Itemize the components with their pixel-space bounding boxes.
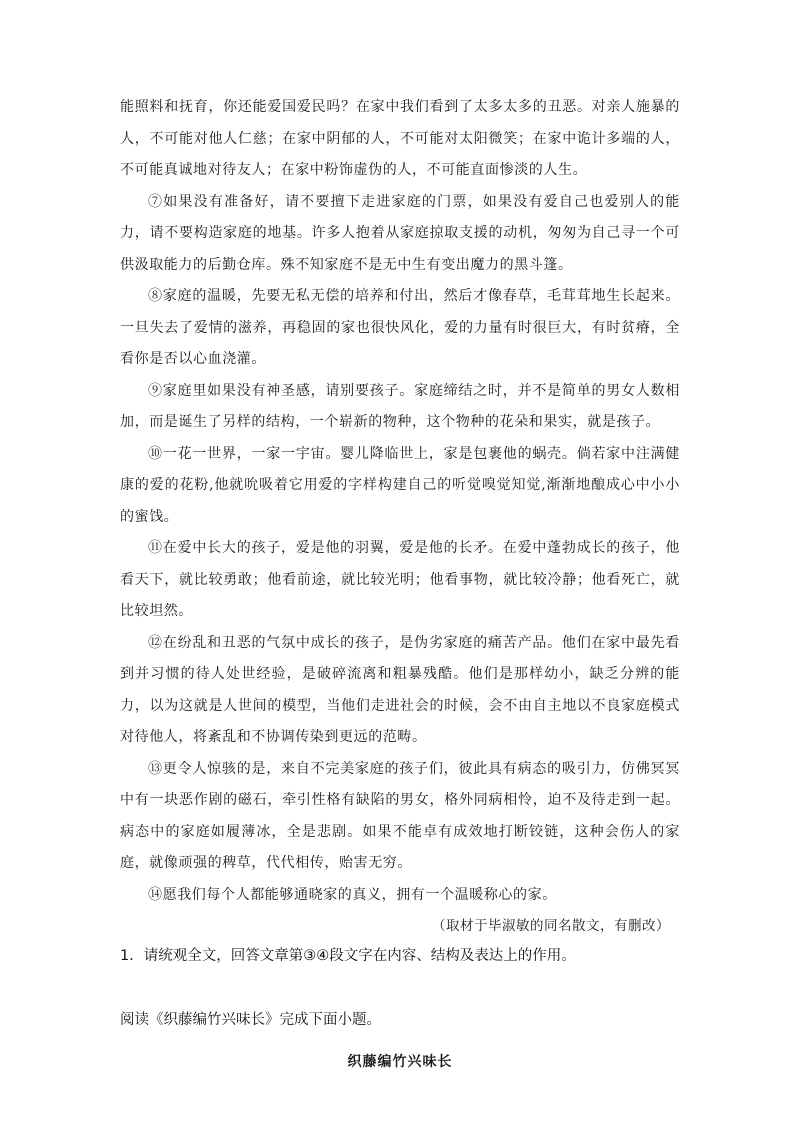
paragraph-8: ⑧家庭的温暖，先要无私无偿的培养和付出，然后才像春草，毛茸茸地生长起来。一旦失去了爱情的滋养，再稳固的家也很快风化，爱的力量有时很巨大，有时贫瘠，全看你是否以心血浇灌。: [120, 288, 680, 367]
paragraph-14: ⑭愿我们每个人都能够通晓家的真义，拥有一个温暖称心的家。: [148, 886, 557, 903]
paragraph-7: ⑦如果没有准备好，请不要擅下走进家庭的门票，如果没有爱自己也爱别人的能力，请不要构造家庭的地基。许多人抱着从家庭掠取支援的动机，匆匆为自己寻一个可供汲取能力的后勤仓库。殊不知家庭不是无中生有变出魔力的黑斗篷。: [120, 193, 680, 273]
paragraph-10: ⑩一花一世界，一家一宇宙。婴儿降临世上，家是包裹他的蜗壳。倘若家中注满健康的爱的花粉,他就吮吸着它用爱的字样构建自己的听觉嗅觉知觉,渐渐地酿成心中小小的蜜饯。: [120, 445, 680, 525]
paragraph-12: ⑫在纷乱和丑恶的气氛中成长的孩子，是伪劣家庭的痛苦产品。他们在家中最先看到并习惯的待人处世经验，是破碎流离和粗暴残酷。他们是那样幼小，缺乏分辨的能力，以为这就是人世间的模型，当他们走进社会的时候，会不由自主地以不良家庭模式对待他人，将紊乱和不协调传染到更远的范畴。: [120, 634, 680, 745]
document-page: [120, 92, 680, 1077]
paragraph-13: ⑬更令人惊骇的是，来自不完美家庭的孩子们，彼此具有病态的吸引力，仿佛冥冥中有一块恶作剧的磁石，牵引性格有缺陷的男女，格外同病相怜，迫不及待走到一起。病态中的家庭如履薄冰，全是悲剧。如果不能卓有成效地打断铰链，这种会伤人的家庭，就像顽强的稗草，代代相传，贻害无穷。: [120, 760, 680, 871]
paragraph-6-continued: 能照料和抚育，你还能爱国爱民吗？在家中我们看到了太多太多的丑恶。对亲人施暴的人，不可能对他人仁慈；在家中阴郁的人，不可能对太阳微笑；在家中诡计多端的人，不可能真诚地对待友人；在家中粉饰虚伪的人，不可能直面惨淡的人生。: [120, 99, 680, 178]
paragraph-11: ⑪在爱中长大的孩子，爱是他的羽翼，爱是他的长矛。在爱中蓬勃成长的孩子，他看天下，就比较勇敢；他看前途，就比较光明；他看事物，就比较冷静；他看死亡，就比较坦然。: [120, 540, 680, 619]
paragraph-9: ⑨家庭里如果没有神圣感，请别要孩子。家庭缔结之时，并不是简单的男女人数相加，而是诞生了另样的结构，一个崭新的物种，这个物种的花朵和果实，就是孩子。: [120, 382, 680, 430]
reading-intro: 阅读《织藤编竹兴味长》完成下面小题。: [120, 1012, 381, 1028]
source-note: （取材于毕淑敏的同名散文，有删改）: [432, 918, 670, 934]
essay-title: 织藤编竹兴味长: [347, 1054, 453, 1070]
question-1: 1．请统观全文，回答文章第③④段文字在内容、结构及表达上的作用。: [120, 948, 576, 964]
